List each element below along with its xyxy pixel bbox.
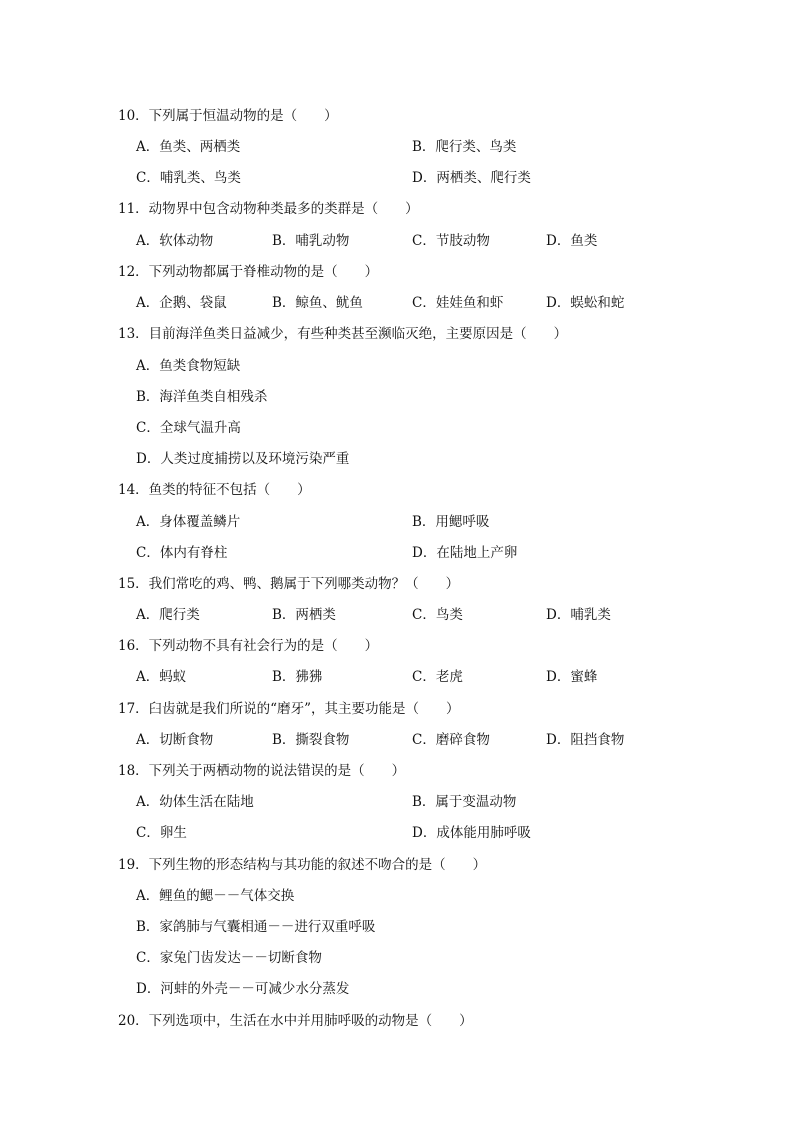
question-18-stem: 18．下列关于两栖动物的说法错误的是（ ） — [118, 763, 406, 779]
question-13-option-b: B．海洋鱼类自相残杀 — [136, 389, 268, 405]
question-19-option-c: C．家兔门齿发达－－切断食物 — [136, 950, 322, 966]
question-13-option-c: C．全球气温升高 — [136, 420, 241, 436]
question-11-option-d: D．鱼类 — [546, 233, 598, 249]
question-17-option-c: C．磨碎食物 — [412, 732, 490, 748]
question-10-option-b: B．爬行类、鸟类 — [412, 139, 517, 155]
question-16-option-a: A．蚂蚁 — [136, 669, 187, 685]
question-13-option-d: D．人类过度捕捞以及环境污染严重 — [136, 451, 350, 467]
question-17-option-a: A．切断食物 — [136, 732, 214, 748]
question-11-option-a: A．软体动物 — [136, 233, 214, 249]
question-15-option-a: A．爬行类 — [136, 607, 200, 623]
question-11-option-b: B．哺乳动物 — [272, 233, 350, 249]
question-14-option-c: C．体内有脊柱 — [136, 545, 228, 561]
question-19-option-b: B．家鸽肺与气囊相通－－进行双重呼吸 — [136, 919, 376, 935]
question-15-option-b: B．两栖类 — [272, 607, 336, 623]
question-17-option-b: B．撕裂食物 — [272, 732, 350, 748]
question-12-stem: 12．下列动物都属于脊椎动物的是（ ） — [118, 264, 379, 280]
question-10-stem: 10．下列属于恒温动物的是（ ） — [118, 108, 338, 124]
question-14-option-d: D．在陆地上产卵 — [412, 545, 518, 561]
question-14-option-b: B．用鳃呼吸 — [412, 514, 490, 530]
question-16-stem: 16．下列动物不具有社会行为的是（ ） — [118, 638, 379, 654]
question-14-option-a: A．身体覆盖鳞片 — [136, 514, 241, 530]
question-13-option-a: A．鱼类食物短缺 — [136, 358, 241, 374]
question-11-option-c: C．节肢动物 — [412, 233, 490, 249]
question-18-option-b: B．属于变温动物 — [412, 794, 517, 810]
question-19-option-a: A．鲤鱼的鳃－－气体交换 — [136, 888, 295, 904]
question-20-stem: 20．下列选项中，生活在水中并用肺呼吸的动物是（ ） — [118, 1013, 473, 1029]
question-14-stem: 14．鱼类的特征不包括（ ） — [118, 482, 311, 498]
question-10-option-c: C．哺乳类、鸟类 — [136, 170, 241, 186]
question-12-option-d: D．蜈蚣和蛇 — [546, 295, 625, 311]
question-12-option-c: C．娃娃鱼和虾 — [412, 295, 504, 311]
question-10-option-a: A．鱼类、两栖类 — [136, 139, 241, 155]
question-12-option-a: A．企鹅、袋鼠 — [136, 295, 227, 311]
question-16-option-b: B．狒狒 — [272, 669, 323, 685]
question-19-option-d: D．河蚌的外壳－－可减少水分蒸发 — [136, 981, 350, 997]
question-18-option-a: A．幼体生活在陆地 — [136, 794, 254, 810]
question-16-option-d: D．蜜蜂 — [546, 669, 598, 685]
question-15-stem: 15．我们常吃的鸡、鸭、鹅属于下列哪类动物？（ ） — [118, 576, 460, 592]
question-11-stem: 11．动物界中包含动物种类最多的类群是（ ） — [118, 201, 419, 217]
question-17-stem: 17．臼齿就是我们所说的“磨牙”，其主要功能是（ ） — [118, 701, 460, 717]
question-18-option-d: D．成体能用肺呼吸 — [412, 825, 531, 841]
question-15-option-c: C．鸟类 — [412, 607, 463, 623]
question-10-option-d: D．两栖类、爬行类 — [412, 170, 531, 186]
question-19-stem: 19．下列生物的形态结构与其功能的叙述不吻合的是（ ） — [118, 857, 487, 873]
question-18-option-c: C．卵生 — [136, 825, 187, 841]
question-17-option-d: D．阻挡食物 — [546, 732, 625, 748]
question-15-option-d: D．哺乳类 — [546, 607, 611, 623]
question-16-option-c: C．老虎 — [412, 669, 463, 685]
question-12-option-b: B．鲸鱼、鱿鱼 — [272, 295, 363, 311]
question-13-stem: 13．目前海洋鱼类日益减少，有些种类甚至濒临灭绝，主要原因是（ ） — [118, 326, 568, 342]
